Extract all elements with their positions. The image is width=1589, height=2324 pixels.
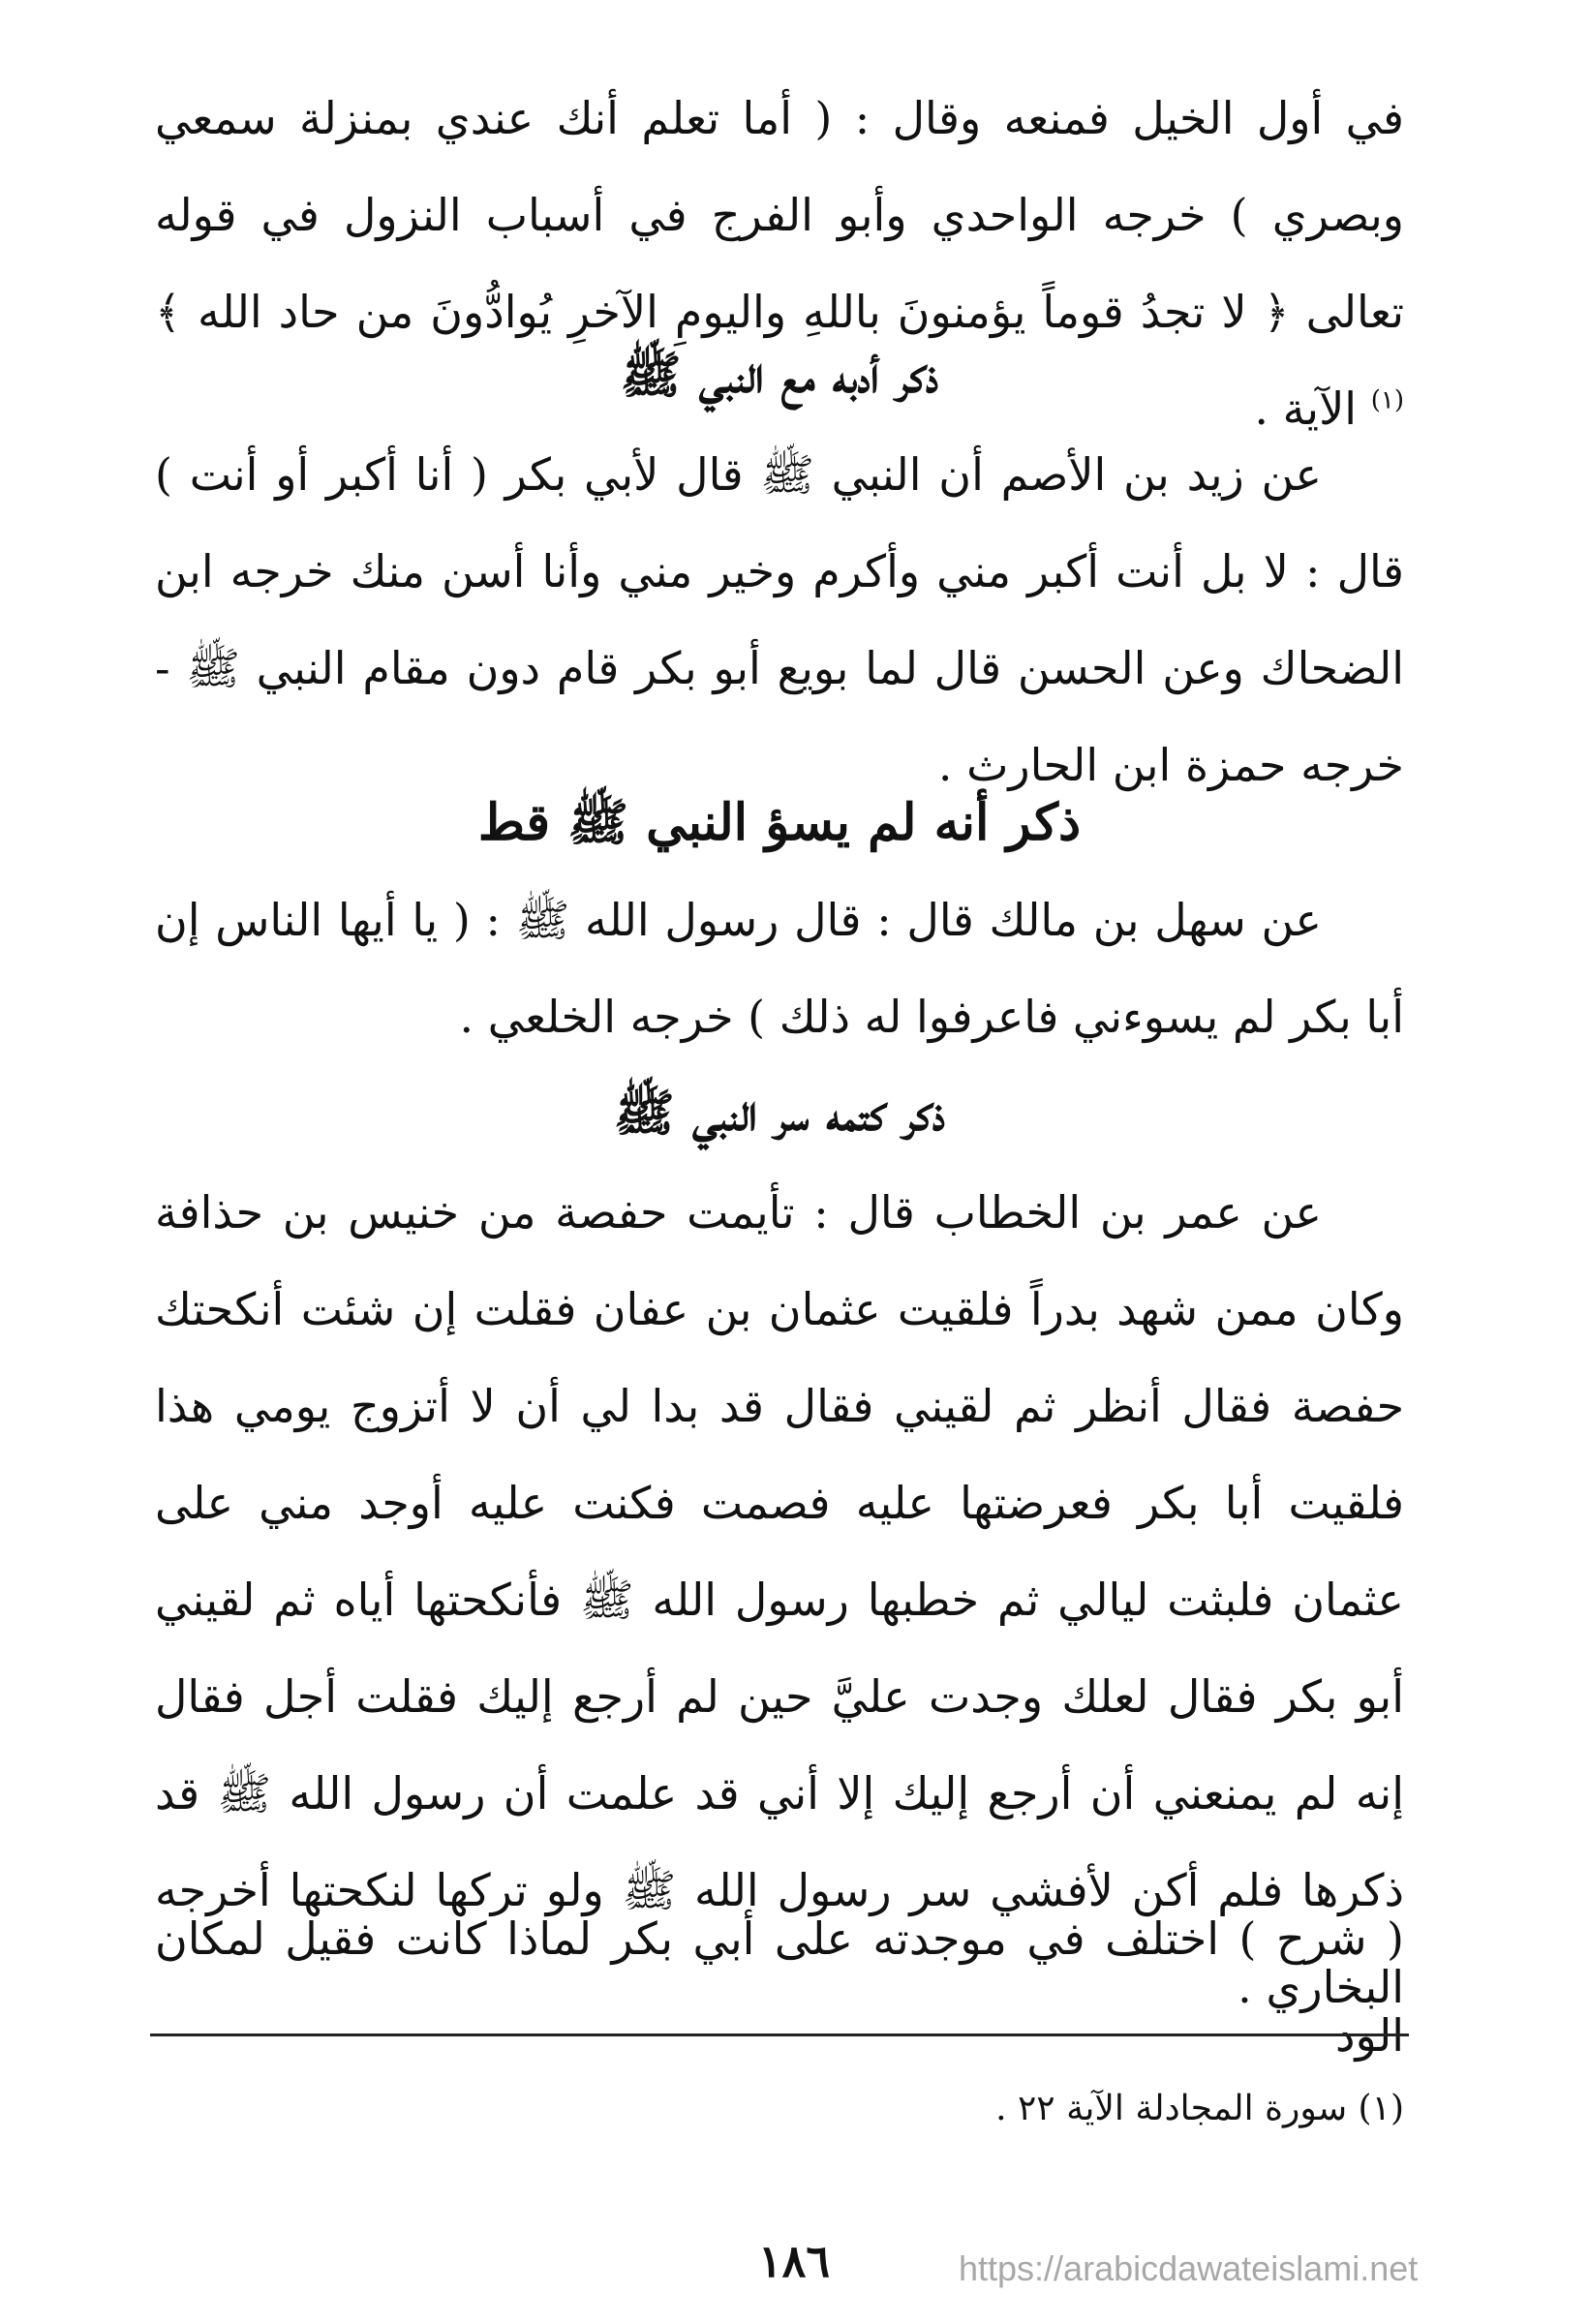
section-heading-lam-yasu: ذكر أنه لم يسؤ النبي ﷺ قط [477,793,1082,852]
section-body-lam-yasu [155,872,1404,1065]
section-paragraph: عن سهل بن مالك قال : قال رسول الله ﷺ : ( يا أيها الناس إن أبا بكر لم يسوءني فاعرفوا له ذلك ) خرجه الخلعي . [155,894,1404,1043]
footnote: (١) سورة المجادلة الآية ٢٢ . [995,2089,1404,2128]
footnote-reference[interactable]: (١) [1370,385,1404,415]
intro-tail: الآية . [1254,382,1371,435]
section-heading-adab: ذكر أدبه مع النبي ﷺ [620,346,939,405]
intro-text: في أول الخيل فمنعه وقال : ( أما تعلم أنك عندي بمنزلة سمعي وبصري ) خرجه الواحدي وأبو الفرج في أسباب النزول في قوله تعالى ﴿ لا تجدُ قوماً يؤمنونَ باللهِ واليومِ الآخرِ يُوادُّونَ من حاد الله ﴾ [155,92,1404,338]
watermark-url: https://arabicdawateislami.net [959,2248,1419,2288]
section-heading-kitman: ذكر كتمه سر النبي ﷺ [613,1084,946,1143]
commentary-text: ( شرح ) اختلف في موجدته على أبي بكر لماذا كانت فقيل لمكان الود [155,1912,1404,2062]
footnote-divider [150,2034,1409,2036]
commentary-paragraph [155,1890,1404,2084]
section-paragraph: عن عمر بن الخطاب قال : تأيمت حفصة من خنيس بن حذافة وكان ممن شهد بدراً فلقيت عثمان بن عفان فقلت إن شئت أنكحتك حفصة فقال أنظر ثم لقيني فقال قد بدا لي أن لا أتزوج يومي هذا فلقيت أبا بكر فعرضتها عليه فصمت فكنت عليه أوجد مني على عثمان فلبثت ليالي ثم خطبها رسول الله ﷺ فأنكحتها أياه ثم لقيني أبو بكر فقال لعلك وجدت عليَّ حين لم أرجع إليك فقلت أجل فقال إنه لم يمنعني أن أرجع إليك إلا أني قد علمت أن رسول الله ﷺ قد ذكرها فلم أكن لأفشي سر رسول الله ﷺ ولو تركها لنكحتها أخرجه البخاري . [155,1186,1404,2013]
section-paragraph: عن زيد بن الأصم أن النبي ﷺ قال لأبي بكر ( أنا أكبر أو أنت ) قال : لا بل أنت أكبر مني وأكرم وخير مني وأنا أسن منك خرجه ابن الضحاك وعن الحسن قال لما بويع أبو بكر قام دون مقام النبي ﷺ - خرجه حمزة ابن الحارث . [155,448,1404,791]
page-number: ١٨٦ [757,2235,831,2287]
section-body-adab [155,426,1404,813]
